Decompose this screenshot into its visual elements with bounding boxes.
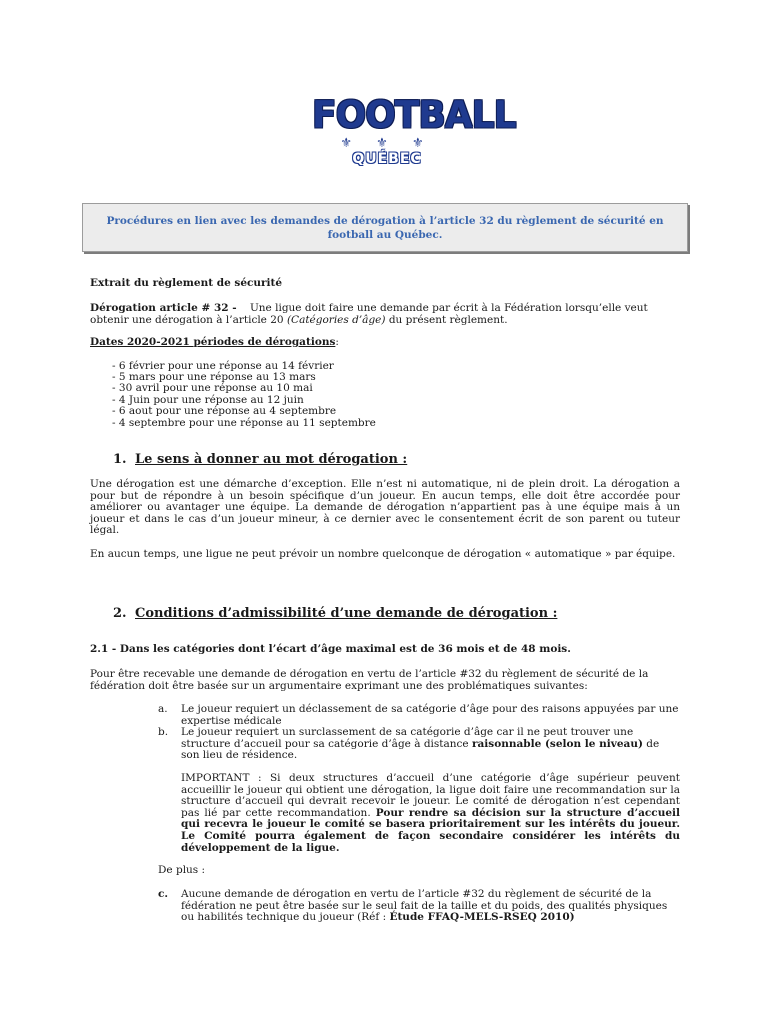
derogation-text-2: du présent règlement. [385, 313, 508, 326]
dates-heading-label: Dates 2020-2021 périodes de dérogations [90, 336, 336, 348]
section-2-title: Conditions d’admissibilité d’une demande de dérogation : [135, 606, 558, 621]
list-item-a: Le joueur requiert un déclassement de sa catégorie d’âge pour des raisons appuyées par une expertise médicale [181, 703, 679, 727]
logo-word-quebec: QUÉBEC [352, 151, 422, 167]
derogation-article-label: Dérogation article # 32 - [90, 302, 237, 314]
section-2-paragraph-1: Pour être recevable une demande de dérogation en vertu de l’article #32 du règlement de sécurité de la fédération doit être basée sur un argumentaire exprimant une des problématiques suivantes: [90, 668, 649, 692]
logo-word-football: FOOTBALL [312, 93, 516, 137]
dates-heading [90, 337, 339, 349]
important-note [181, 773, 680, 854]
list-item-b [181, 727, 680, 762]
important-note-bold: Pour rendre sa décision sur la structure d’accueil qui recevra le joueur le comité se basera prioritairement sur les intérêts du joueur. Le Comité pourra également de façon secondaire considérer les intérêts du développement de la ligue. [181, 806, 680, 854]
football-quebec-logo [312, 93, 516, 170]
list-letter-a: a. [158, 703, 168, 715]
section-2-heading [113, 606, 557, 622]
dates-heading-colon: : [335, 336, 339, 348]
list-item-b-text-1: Le joueur requiert un surclassement de sa catégorie d’âge car il ne peut trouver une structure d’accueil pour sa catégorie d’âge à distance [181, 726, 634, 750]
section-1-heading [113, 452, 407, 468]
document-title-box [82, 203, 688, 252]
fleur-de-lis-icon: ⚜ ⚜ ⚜ [340, 136, 434, 151]
date-item: - 6 février pour une réponse au 14 février [112, 360, 334, 372]
extract-heading: Extrait du règlement de sécurité [90, 277, 283, 289]
list-item-b-text-2: de son lieu de résidence. [181, 737, 660, 762]
list-item-b-bold: raisonnable (selon le niveau) [471, 737, 643, 750]
derogation-article-paragraph [90, 303, 680, 326]
list-item-c-bold: Étude FFAQ-MELS-RSEQ 2010) [389, 911, 575, 924]
date-item: - 4 septembre pour une réponse au 11 septembre [112, 417, 376, 429]
section-2-1-heading: 2.1 - Dans les catégories dont l’écart d’âge maximal est de 36 mois et de 48 mois. [90, 643, 571, 655]
list-item-c [181, 889, 680, 924]
important-note-text: IMPORTANT : Si deux structures d’accueil d’une catégorie d’âge supérieur peuvent accueillir le joueur qui obtient une dérogation, la ligue doit faire une recommandation sur la structure d’accueil qui devrait recevoir le joueur. Le comité de dérogation n’est cependant pas lié par cette recommandation. [181, 772, 680, 819]
date-item: - 5 mars pour une réponse au 13 mars [112, 371, 316, 383]
list-letter-b: b. [158, 726, 169, 738]
de-plus-label: De plus : [158, 864, 206, 876]
date-item: - 30 avril pour une réponse au 10 mai [112, 382, 313, 394]
section-1-paragraph-2: En aucun temps, une ligue ne peut prévoir un nombre quelconque de dérogation « automatique » par équipe. [90, 548, 676, 560]
section-1-number: 1. [113, 452, 127, 467]
section-1-paragraph-1: Une dérogation est une démarche d’exception. Elle n’est ni automatique, ni de plein droit. La dérogation a pour but de répondre à un besoin spécifique d’un joueur. En aucun temps, elle doit être accordée pour améliorer ou avantager une équipe. La demande de dérogation n’appartient pas à une équipe mais à un joueur et dans le cas d’un joueur mineur, à ce dernier avec le consentement écrit de son parent ou tuteur légal. [90, 478, 680, 537]
derogation-text-1: Une ligue doit faire une demande par écrit à la Fédération lorsqu’elle veut obtenir une dérogation à l’article 20 [90, 302, 648, 326]
date-item: - 6 aout pour une réponse au 4 septembre [112, 405, 337, 417]
section-2-number: 2. [113, 606, 127, 621]
document-title: Procédures en lien avec les demandes de dérogation à l’article 32 du règlement de sécurité en football au Québec. [106, 214, 664, 241]
section-1-title: Le sens à donner au mot dérogation : [135, 452, 408, 467]
date-item: - 4 Juin pour une réponse au 12 juin [112, 394, 304, 406]
list-letter-c: c. [158, 888, 169, 900]
list-item-c-text: Aucune demande de dérogation en vertu de l’article #32 du règlement de sécurité de la fédération ne peut être basée sur le seul fait de la taille et du poids, des qualités physiques ou habilités technique du joueur (Réf : [181, 888, 668, 924]
derogation-italic: (Catégories d’âge) [286, 313, 386, 326]
